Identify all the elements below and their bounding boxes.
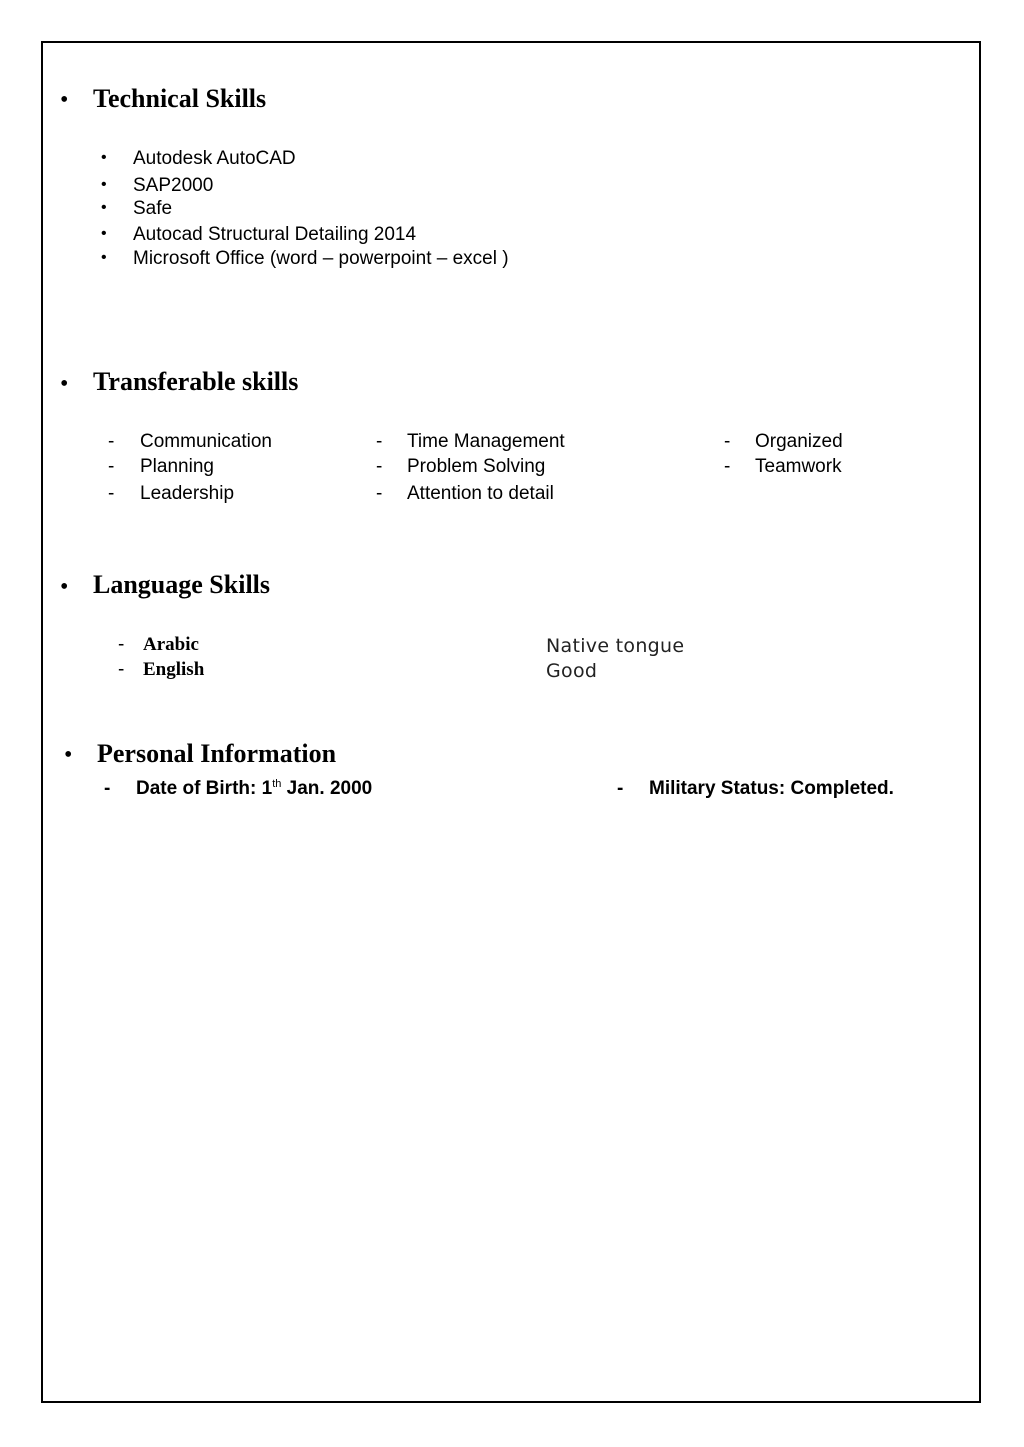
dash: - [108, 456, 115, 477]
dob-rest: Jan. 2000 [286, 778, 373, 799]
section-bullet: • [60, 371, 69, 397]
section-bullet: • [64, 742, 73, 768]
dash: - [104, 778, 111, 799]
dob-suffix: th [272, 778, 282, 790]
item-bullet: • [101, 249, 107, 266]
technical-skills-heading: Technical Skills [93, 84, 267, 113]
dash: - [376, 483, 383, 504]
item-bullet: • [101, 225, 107, 242]
transferable-skill-item: Planning [140, 456, 214, 477]
dash: - [376, 431, 383, 452]
technical-skill-item: Autodesk AutoCAD [133, 148, 296, 169]
transferable-skill-item: Teamwork [755, 456, 842, 477]
dash: - [617, 778, 624, 799]
dash: - [724, 431, 731, 452]
personal-information-heading: Personal Information [97, 739, 337, 768]
section-bullet: • [60, 574, 69, 600]
technical-skill-item: Autocad Structural Detailing 2014 [133, 224, 417, 245]
technical-skill-item: Safe [133, 198, 173, 219]
transferable-skill-item: Leadership [140, 483, 235, 504]
dash: - [118, 634, 125, 655]
dob-day: 1 [261, 778, 273, 799]
transferable-skill-item: Organized [755, 431, 843, 452]
transferable-skills-heading: Transferable skills [93, 367, 299, 396]
item-bullet: • [101, 149, 107, 166]
transferable-skill-item: Attention to detail [407, 483, 554, 504]
language-level: Native tongue [546, 635, 685, 657]
dash: - [376, 456, 383, 477]
date-of-birth [136, 778, 372, 800]
dob-label: Date of Birth: [136, 778, 257, 799]
language-name: Arabic [143, 634, 199, 655]
language-name: English [143, 659, 205, 680]
transferable-skill-item: Communication [140, 431, 272, 452]
dash: - [724, 456, 731, 477]
item-bullet: • [101, 199, 107, 216]
dash: - [118, 659, 125, 680]
dash: - [108, 431, 115, 452]
technical-skill-item: SAP2000 [133, 175, 214, 196]
transferable-skill-item: Problem Solving [407, 456, 546, 477]
technical-skill-item: Microsoft Office (word – powerpoint – excel ) [133, 248, 509, 269]
military-status: Military Status: Completed. [649, 778, 894, 799]
language-skills-heading: Language Skills [93, 570, 271, 599]
transferable-skill-item: Time Management [407, 431, 565, 452]
section-bullet: • [60, 87, 69, 113]
language-level: Good [546, 660, 598, 682]
dash: - [108, 483, 115, 504]
item-bullet: • [101, 176, 107, 193]
